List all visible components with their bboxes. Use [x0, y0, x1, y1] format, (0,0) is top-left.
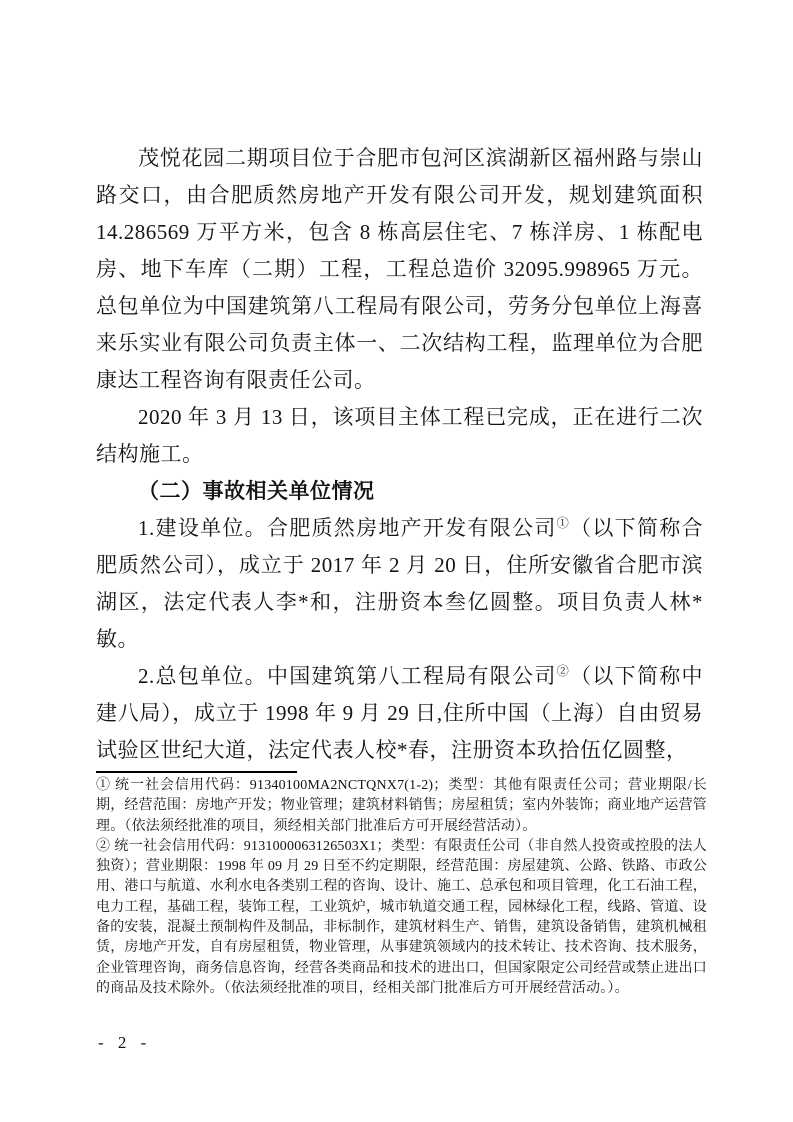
- footnote-separator: [96, 771, 297, 773]
- footnote-item: [96, 776, 707, 837]
- footnote-marker: ②: [96, 838, 111, 854]
- body-paragraph: 茂悦花园二期项目位于合肥市包河区滨湖新区福州路与崇山路交口，由合肥质然房地产开发有限公司开发，规划建筑面积 14.286569 万平方米，包含 8 栋高层住宅、7 栋洋房、1 栋配电房、地下车库（二期）工程，工程总造价 32095.998965 万元。总包单位为中国建筑第八工程局有限公司，劳务分包单位上海喜来乐实业有限公司负责主体一、二次结构工程，监理单位为合肥康达工程咨询有限责任公司。: [96, 146, 703, 392]
- document-body: [96, 140, 703, 769]
- page-number: - 2 -: [98, 1033, 148, 1052]
- body-paragraph: 1.建设单位。合肥质然房地产开发有限公司①（以下简称合肥质然公司），成立于 2017 年 2 月 20 日，住所安徽省合肥市滨湖区，法定代表人李*和，注册资本叁亿圆整。项目负责人林*敏。: [96, 516, 704, 651]
- footnote-ref-marker: ②: [556, 664, 571, 678]
- footnote-item: [96, 837, 707, 999]
- footnote-text: 统一社会信用代码：9131000063126503X1；类型：有限责任公司（非自然人投资或控股的法人独资）；营业期限：1998 年 09 月 29 日至不约定期限，经营范围：房屋建筑、公路、铁路、市政公用、港口与航道、水利水电各类别工程的咨询、设计、施工、总承包和项目管理，化工石油工程，电力工程，基础工程，装饰工程，工业筑炉，城市轨道交通工程，园林绿化工程，线路、管道、设备的安装，混凝土预制构件及制品，非标制作，建筑材料生产、销售，建筑设备销售，建筑机械租赁，房地产开发，自有房屋租赁，物业管理，从事建筑领域内的技术转让、技术咨询、技术服务，企业管理咨询，商务信息咨询，经营各类商品和技术的进出口，但国家限定公司经营或禁止进出口的商品及技术除外。（依法须经批准的项目，经相关部门批准后方可开展经营活动。）。: [96, 838, 708, 996]
- footnotes-section: [96, 776, 707, 999]
- footnote-marker: ①: [96, 778, 111, 793]
- body-paragraph: 2020 年 3 月 13 日，该项目主体工程已完成，正在进行二次结构施工。: [96, 405, 703, 466]
- footnote-ref-marker: ①: [556, 516, 571, 530]
- body-paragraph: 2.总包单位。中国建筑第八工程局有限公司②（以下简称中建八局），成立于 1998 年 9 月 29 日,住所中国（上海）自由贸易试验区世纪大道，法定代表人校*春，注册资本玖拾伍亿圆整，: [96, 664, 704, 762]
- section-heading: （二）事故相关单位情况: [138, 479, 375, 503]
- footnote-text: 统一社会信用代码：91340100MA2NCTQNX7(1-2)；类型：其他有限责任公司；营业期限/长期，经营范围：房地产开发；物业管理；建筑材料销售；房屋租赁；室内外装饰；商业地产运营管理。（依法须经批准的项目，须经相关部门批准后方可开展经营活动）。: [96, 778, 707, 834]
